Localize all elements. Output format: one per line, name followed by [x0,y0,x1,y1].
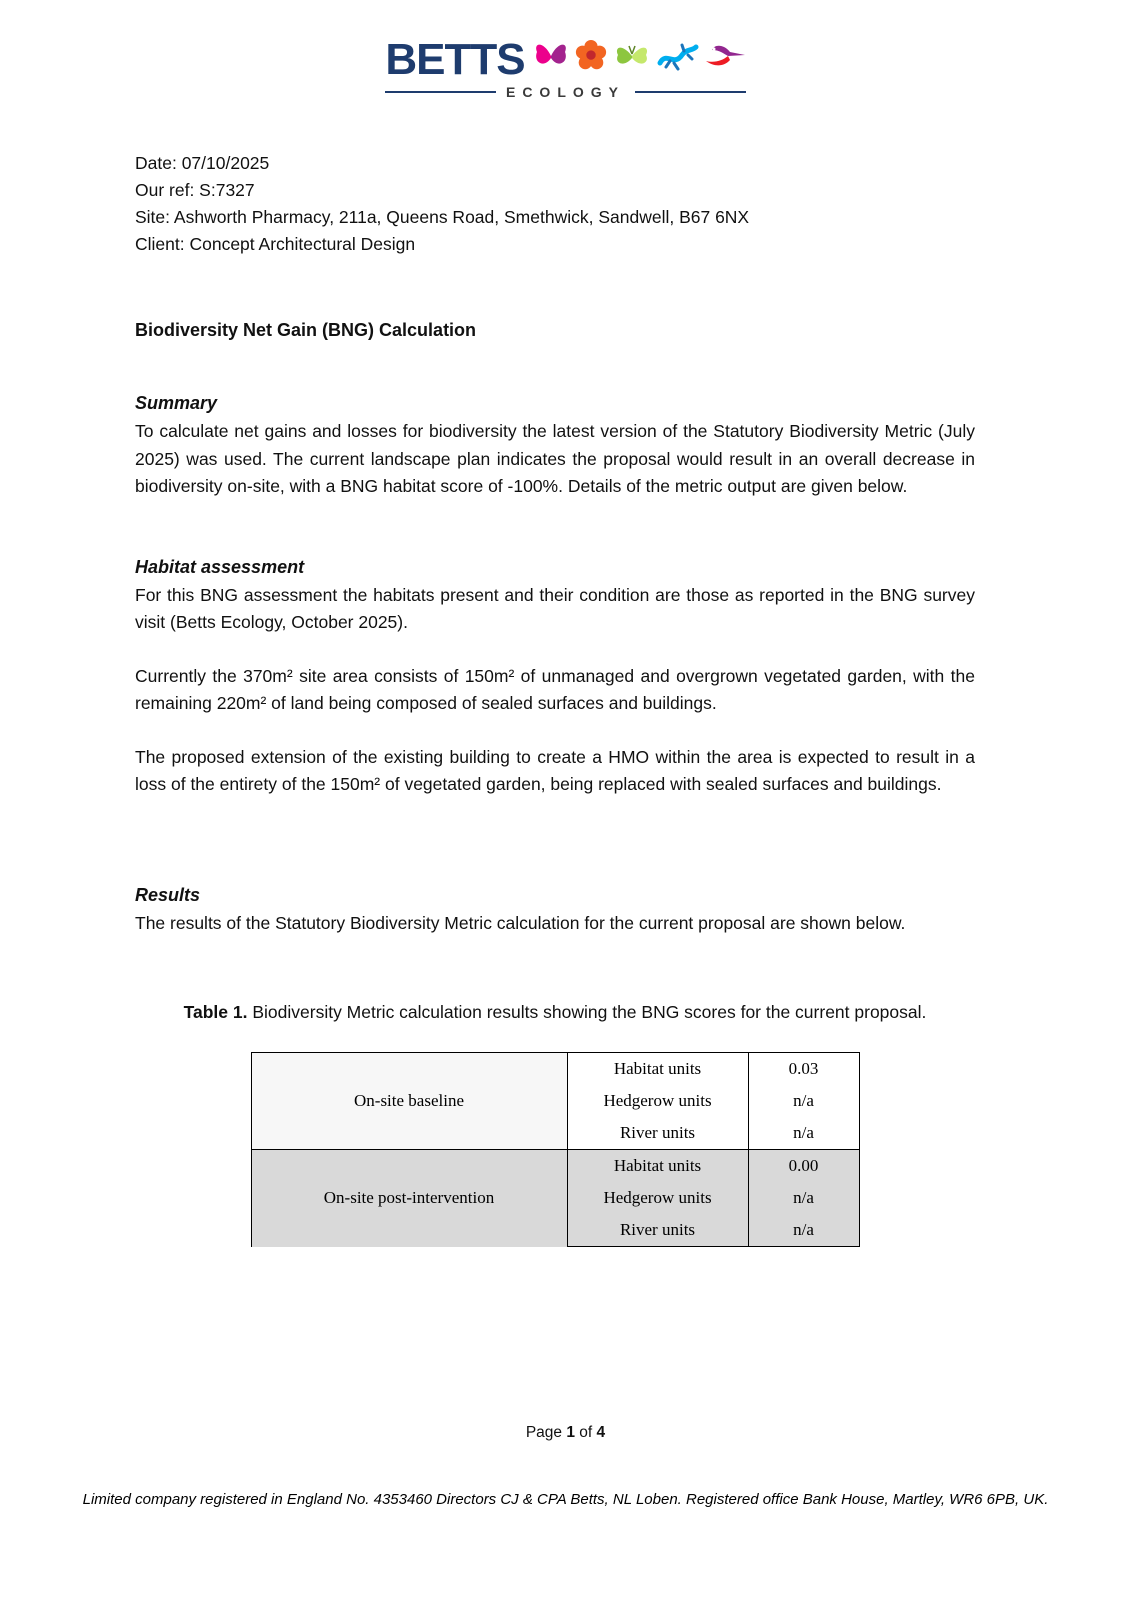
habitat-paragraph-2: Currently the 370m² site area consists of 150m² of unmanaged and overgrown vegetated garden, with the remaining 220m² of land being composed of sealed surfaces and buildings. [135,665,975,713]
metric-cell: Habitat units [567,1150,748,1183]
table-caption [140,999,970,1026]
metric-cell: Hedgerow units [567,1182,748,1214]
summary-heading: Summary [135,393,218,413]
letter-meta-block [135,150,975,258]
table-row [251,1053,859,1086]
habitat-paragraph-3: The proposed extension of the existing building to create a HMO within the area is expected to result in a loss of the entirety of the 150m² of vegetated garden, being replaced with sealed surfaces and buildings. [135,746,975,794]
logo-rule-right [635,91,746,93]
metric-cell: Hedgerow units [567,1085,748,1117]
brand-wordmark: BETTS [385,35,525,84]
value-cell: 0.03 [748,1053,859,1086]
ecology-label: ECOLOGY [505,84,625,100]
logo-rule-left [385,91,496,93]
company-registration-footer: Limited company registered in England No. 4353460 Directors CJ & CPA Betts, NL Loben. Registered office Bank House, Martley, WR6 6PB, UK. [82,1491,1049,1508]
results-paragraph: The results of the Statutory Biodiversity Metric calculation for the current proposal are shown below. [135,912,906,933]
lizard-icon [656,41,700,76]
document-title: Biodiversity Net Gain (BNG) Calculation [135,320,477,340]
document-body [0,150,1131,1247]
value-cell: n/a [748,1214,859,1247]
value-cell: n/a [748,1182,859,1214]
table-row [251,1150,859,1183]
summary-paragraph: To calculate net gains and losses for biodiversity the latest version of the Statutory Biodiversity Metric (July 2025) was used. The current landscape plan indicates the proposal would result in an overall decrease in biodiversity on-site, with a BNG habitat score of -100%. Details of the metric output are given below. [135,421,975,496]
row-group-label-baseline: On-site baseline [251,1053,567,1150]
ecology-subtitle-row [385,84,745,100]
results-heading: Results [135,884,201,905]
flower-icon [574,39,608,78]
value-cell: n/a [748,1085,859,1117]
logo-icon-strip [532,39,746,82]
page-word: Page [525,1424,567,1441]
page-current: 1 [566,1424,575,1441]
value-cell: 0.00 [748,1150,859,1183]
meta-site: Site: Ashworth Pharmacy, 211a, Queens Road, Smethwick, Sandwell, B67 6NX [135,207,750,227]
value-cell: n/a [748,1117,859,1150]
bng-results-table [251,1052,860,1247]
meta-date: Date: 07/10/2025 [135,153,270,173]
butterfly-icon [532,39,570,78]
row-group-label-post-intervention: On-site post-intervention [251,1150,567,1247]
metric-cell: River units [567,1117,748,1150]
hummingbird-icon [704,41,746,76]
meta-ref: Our ref: S:7327 [135,180,255,200]
table-caption-text: Biodiversity Metric calculation results showing the BNG scores for the current proposal. [247,1002,927,1022]
metric-cell: River units [567,1214,748,1247]
page-number [0,1424,1131,1442]
habitat-assessment-heading: Habitat assessment [135,556,305,577]
table-caption-number: Table 1. [183,1002,248,1022]
metric-cell: Habitat units [567,1053,748,1086]
meta-client: Client: Concept Architectural Design [135,234,416,254]
habitat-paragraph-1: For this BNG assessment the habitats present and their condition are those as reported in the BNG survey visit (Betts Ecology, October 2025). [135,584,975,632]
of-word: of [574,1424,597,1441]
betts-ecology-logo [385,35,745,100]
page-total: 4 [596,1424,606,1441]
moth-icon [612,41,652,76]
